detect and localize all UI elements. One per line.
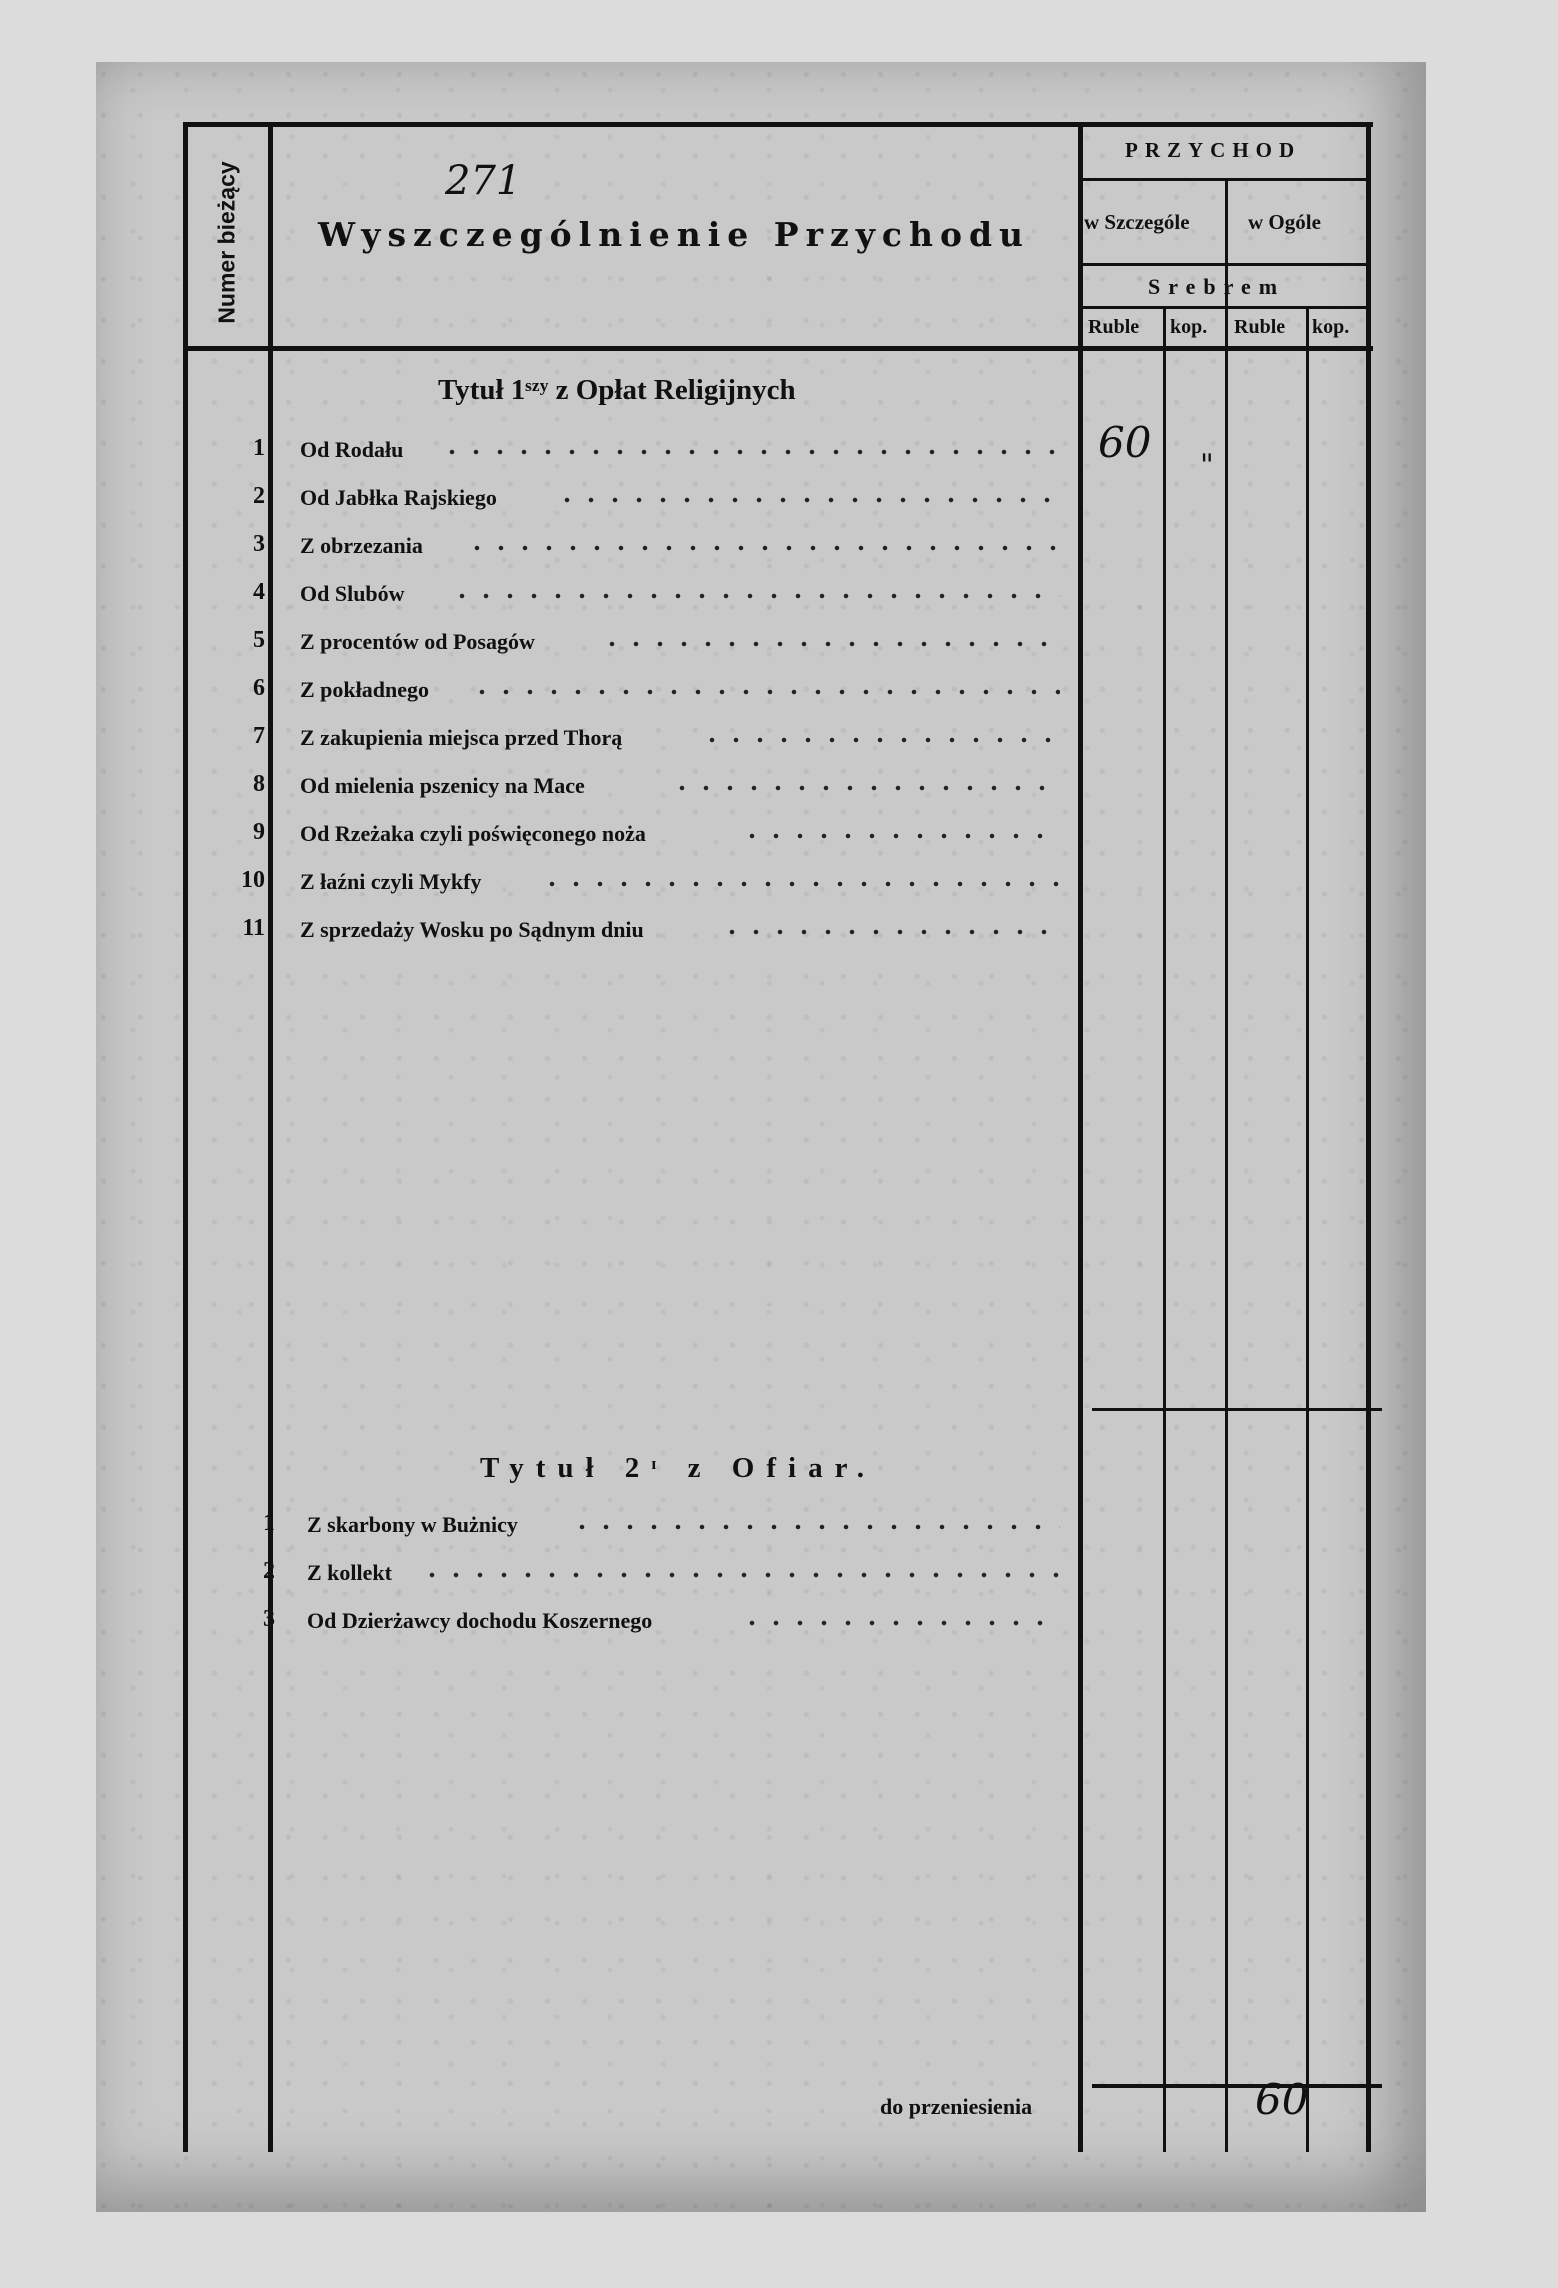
leader-dots — [450, 584, 1060, 608]
row-number: 3 — [253, 531, 265, 557]
row-number: 2 — [253, 483, 265, 509]
number-column-divider — [268, 122, 273, 2152]
row-label: Od Dzierżawcy dochodu Koszernego — [307, 1608, 653, 1633]
currency-header: Srebrem — [1148, 274, 1286, 299]
row-label: Z procentów od Posagów — [300, 629, 535, 654]
row-number: 8 — [253, 771, 265, 797]
leader-dots — [740, 824, 1060, 848]
carry-forward-label: do przeniesienia — [880, 2094, 1033, 2119]
row-label: Z zakupienia miejsca przed Thorą — [300, 725, 623, 750]
total-kopecks-label: kop. — [1312, 316, 1350, 338]
frame-right — [1366, 122, 1371, 2152]
row-label: Z pokładnego — [300, 677, 429, 702]
row-number: 9 — [253, 819, 265, 845]
section1-title: Tytuł 1ˢᶻʸ z Opłat Religijnych — [438, 374, 796, 406]
description-header: Wyszczególnienie Przychodu — [317, 215, 1031, 254]
row-label: Z sprzedaży Wosku po Sądnym dniu — [300, 917, 644, 942]
row-label: Z kollekt — [307, 1560, 392, 1585]
leader-dots — [740, 1611, 1060, 1635]
section2-title: Tytuł 2ᶦ z Ofiar. — [480, 1452, 877, 1484]
row-label: Od Rodału — [300, 437, 404, 462]
row-number: 10 — [241, 867, 265, 893]
row-label: Od Rzeżaka czyli poświęconego noża — [300, 821, 646, 846]
leader-dots — [465, 536, 1060, 560]
number-column-header-text: Numer bieżący — [214, 161, 241, 324]
row-number: 5 — [253, 627, 265, 653]
leader-dots — [420, 1563, 1060, 1587]
frame-top — [183, 122, 1373, 127]
carry-forward-amount: 60 — [1255, 2075, 1309, 2124]
row-label: Z łaźni czyli Mykfy — [300, 869, 482, 894]
row-label: Z obrzezania — [300, 533, 423, 558]
leader-dots — [700, 728, 1060, 752]
detail-kop-divider — [1163, 308, 1166, 2152]
leader-dots — [570, 1515, 1060, 1539]
handwritten-amount: 60 — [1098, 418, 1152, 467]
row-number: 1 — [263, 1510, 275, 1536]
leader-dots — [555, 488, 1060, 512]
row-number: 11 — [242, 915, 265, 941]
row-label: Z skarbony w Bużnicy — [307, 1512, 518, 1537]
leader-dots — [470, 680, 1060, 704]
srebrem-rule — [1078, 306, 1368, 309]
total-rubles-label: Ruble — [1234, 316, 1286, 338]
detail-header: w Szczególe — [1084, 210, 1190, 234]
header-bottom-rule — [183, 346, 1373, 351]
row-label: Od Jabłka Rajskiego — [300, 485, 497, 510]
row-number: 6 — [253, 675, 265, 701]
row-label: Od Slubów — [300, 581, 405, 606]
przychod-rule — [1078, 178, 1368, 181]
row-number: 3 — [263, 1606, 275, 1632]
leader-dots — [540, 872, 1060, 896]
leader-dots — [670, 776, 1060, 800]
income-header: PRZYCHOD — [1125, 138, 1302, 162]
number-column-header — [185, 140, 270, 345]
detail-rubles-label: Ruble — [1088, 316, 1140, 338]
detail-kopecks-label: kop. — [1170, 316, 1208, 338]
leader-dots — [600, 632, 1060, 656]
amount-columns-left — [1078, 122, 1083, 2152]
ditto-mark: " — [1200, 448, 1214, 483]
leader-dots — [720, 920, 1060, 944]
row-label: Od mielenia pszenicy na Mace — [300, 773, 585, 798]
row-number: 4 — [253, 579, 265, 605]
handwritten-page-number: 271 — [445, 158, 522, 204]
total-header: w Ogóle — [1248, 210, 1321, 234]
row-number: 1 — [253, 435, 265, 461]
detail-total-divider — [1225, 180, 1228, 2152]
subheader-rule — [1078, 263, 1368, 266]
leader-dots — [440, 440, 1060, 464]
row-number: 2 — [263, 1558, 275, 1584]
total-kop-divider — [1306, 308, 1309, 2152]
footer-rule — [1092, 2084, 1382, 2088]
frame-left — [183, 122, 188, 2152]
section1-total-rule — [1092, 1408, 1382, 1411]
row-number: 7 — [253, 723, 265, 749]
